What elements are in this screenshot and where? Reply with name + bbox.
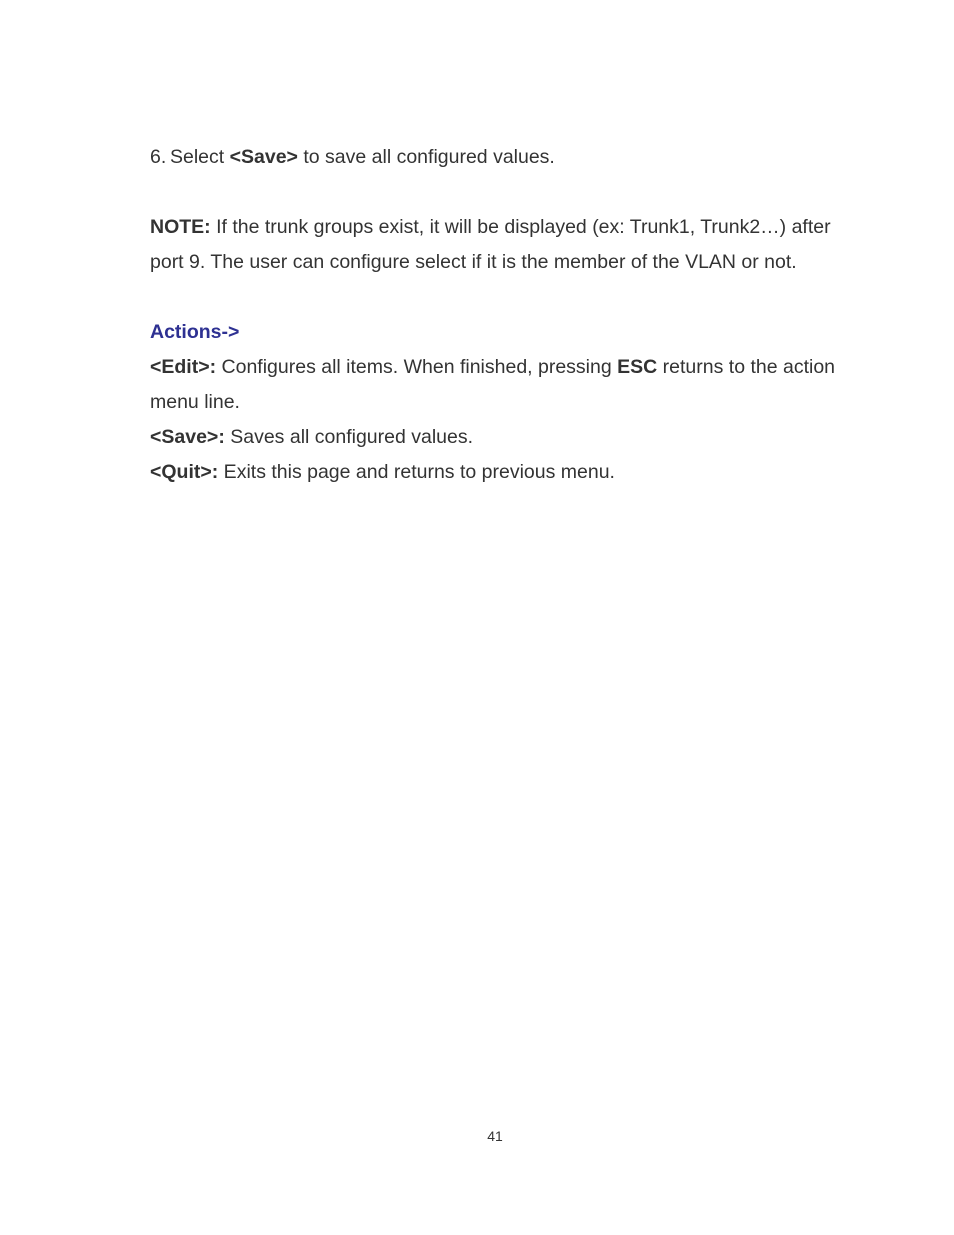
action-edit-key: ESC (617, 356, 658, 378)
step-number: 6. (150, 146, 167, 168)
action-edit-text-before: Configures all items. When finished, pressing (216, 356, 618, 378)
action-item-save (150, 420, 840, 455)
action-item-quit (150, 455, 840, 490)
step-text-after: to save all configured values. (297, 146, 555, 168)
action-quit-label: <Quit>: (150, 461, 219, 483)
step-save-label: <Save> (229, 146, 298, 168)
step-text-before: Select (170, 146, 230, 168)
note-label: NOTE: (150, 216, 211, 238)
step-instruction (150, 140, 840, 175)
spacer (150, 175, 840, 210)
note-text: If the trunk groups exist, it will be displayed (ex: Trunk1, Trunk2…) after port 9. The user can configure select if it is the member of the VLAN or not. (150, 216, 831, 273)
action-save-label: <Save>: (150, 426, 225, 448)
action-edit-label: <Edit>: (150, 356, 217, 378)
spacer (150, 280, 840, 315)
action-edit-text-after: returns to the action menu line. (150, 356, 836, 413)
actions-heading: Actions-> (150, 321, 240, 343)
action-save-text: Saves all configured values. (224, 426, 474, 448)
note-paragraph (150, 210, 840, 280)
page-body (150, 140, 840, 490)
action-item-edit (150, 350, 840, 420)
action-quit-text: Exits this page and returns to previous menu. (218, 461, 615, 483)
page-number: 41 (487, 1128, 503, 1144)
